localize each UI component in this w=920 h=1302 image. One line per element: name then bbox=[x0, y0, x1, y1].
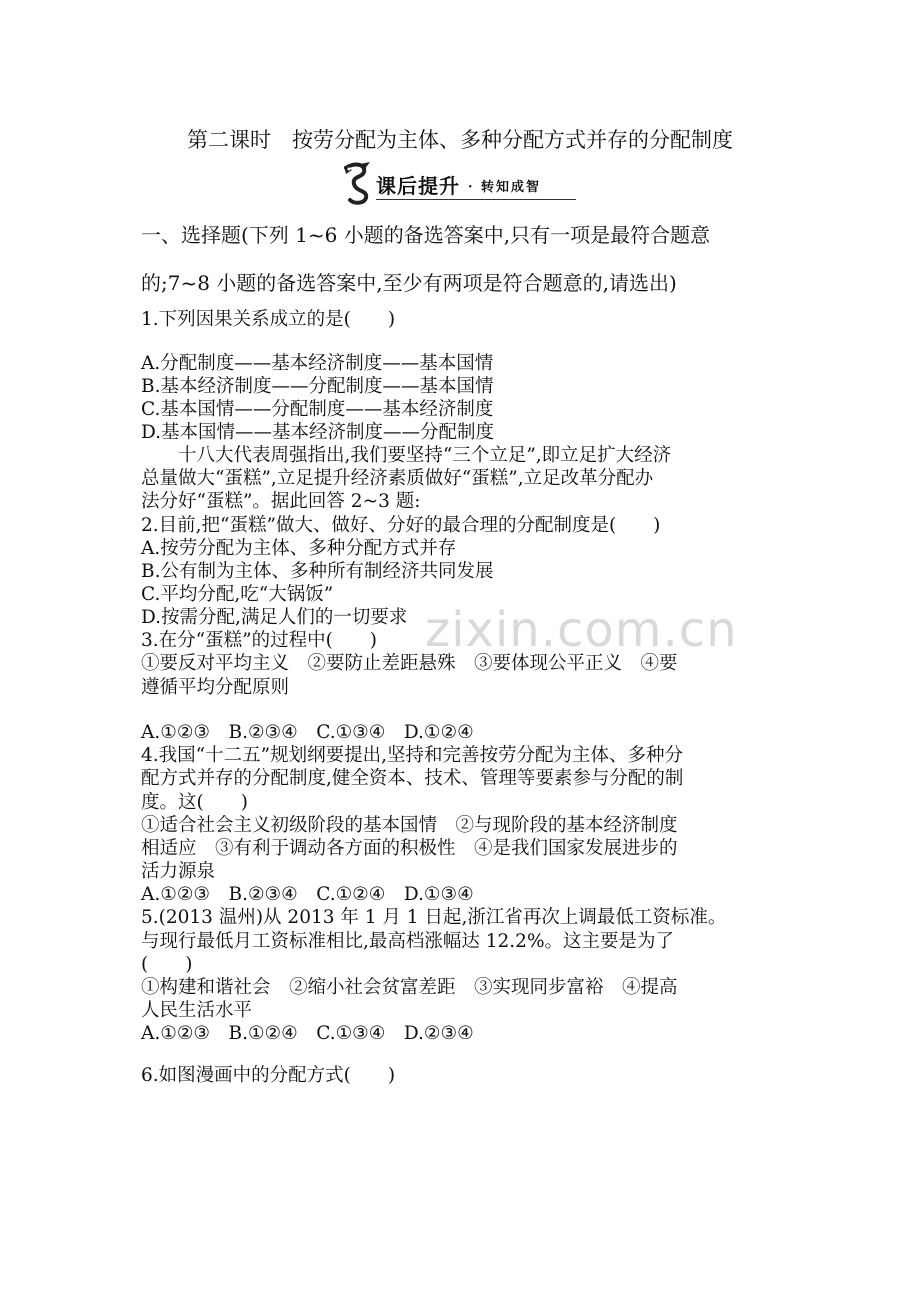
section-banner bbox=[340, 160, 580, 206]
question-1-option-d: D.基本国情——基本经济制度——分配制度 bbox=[141, 422, 495, 443]
question-3-statements-2: 遵循平均分配原则 bbox=[141, 677, 290, 698]
question-2-option-c: C.平均分配,吃“大锅饭” bbox=[141, 584, 334, 605]
question-2-stem: 2.目前,把“蛋糕”做大、做好、分好的最合理的分配制度是( ) bbox=[141, 515, 661, 536]
question-4-options: A.①②③ B.②③④ C.①②④ D.①③④ bbox=[141, 884, 474, 905]
banner-underline bbox=[376, 199, 576, 200]
section-heading-line-1: 一、选择题(下列 1~6 小题的备选答案中,只有一项是最符合题意 bbox=[141, 223, 711, 247]
watermark: zixin.com.cn bbox=[425, 602, 738, 658]
question-4-statements-2: 相适应 ③有利于调动各方面的积极性 ④是我们国家发展进步的 bbox=[141, 838, 678, 859]
passage-line-1: 十八大代表周强指出,我们要坚持“三个立足”,即立足扩大经济 bbox=[141, 445, 672, 466]
question-3-options: A.①②③ B.②③④ C.①③④ D.①②④ bbox=[141, 722, 474, 743]
question-5-statements-2: 人民生活水平 bbox=[141, 1000, 253, 1021]
question-4-stem-3: 度。这( ) bbox=[141, 792, 248, 813]
page-title: 第二课时 按劳分配为主体、多种分配方式并存的分配制度 bbox=[187, 128, 733, 152]
question-2-option-b: B.公有制为主体、多种所有制经济共同发展 bbox=[141, 561, 494, 582]
question-5-options: A.①②③ B.①②④ C.①③④ D.②③④ bbox=[141, 1023, 474, 1044]
question-3-statements-1: ①要反对平均主义 ②要防止差距悬殊 ③要体现公平正义 ④要 bbox=[141, 653, 678, 674]
question-5-stem-1: 5.(2013 温州)从 2013 年 1 月 1 日起,浙江省再次上调最低工资标准。 bbox=[141, 907, 727, 928]
question-5-statements-1: ①构建和谐社会 ②缩小社会贫富差距 ③实现同步富裕 ④提高 bbox=[141, 977, 678, 998]
passage-line-3: 法分好“蛋糕”。据此回答 2~3 题: bbox=[141, 491, 421, 512]
question-6-stem: 6.如图漫画中的分配方式( ) bbox=[141, 1065, 396, 1086]
banner-subtitle: · 转知成智 bbox=[468, 180, 542, 195]
banner-title: 课后提升 bbox=[376, 174, 460, 198]
question-4-stem-2: 配方式并存的分配制度,健全资本、技术、管理等要素参与分配的制 bbox=[141, 768, 684, 789]
question-2-option-d: D.按需分配,满足人们的一切要求 bbox=[141, 607, 408, 628]
passage-line-2: 总量做大“蛋糕”,立足提升经济素质做好“蛋糕”,立足改革分配办 bbox=[141, 468, 654, 489]
question-1-stem: 1.下列因果关系成立的是( ) bbox=[141, 309, 396, 330]
question-4-statements-3: 活力源泉 bbox=[141, 861, 216, 882]
question-5-stem-3: ( ) bbox=[141, 954, 193, 975]
question-3-stem: 3.在分“蛋糕”的过程中( ) bbox=[141, 630, 378, 651]
question-4-stem-1: 4.我国“十二五”规划纲要提出,坚持和完善按劳分配为主体、多种分 bbox=[141, 745, 683, 766]
question-4-statements-1: ①适合社会主义初级阶段的基本国情 ②与现阶段的基本经济制度 bbox=[141, 815, 678, 836]
question-5-stem-2: 与现行最低月工资标准相比,最高档涨幅达 12.2%。这主要是为了 bbox=[141, 931, 675, 952]
dragon-logo-icon bbox=[340, 160, 374, 206]
section-heading-line-2: 的;7~8 小题的备选答案中,至少有两项是符合题意的,请选出) bbox=[141, 271, 677, 295]
question-1-option-c: C.基本国情——分配制度——基本经济制度 bbox=[141, 399, 494, 420]
question-1-option-a: A.分配制度——基本经济制度——基本国情 bbox=[141, 353, 494, 374]
question-1-option-b: B.基本经济制度——分配制度——基本国情 bbox=[141, 376, 494, 397]
question-2-option-a: A.按劳分配为主体、多种分配方式并存 bbox=[141, 538, 457, 559]
